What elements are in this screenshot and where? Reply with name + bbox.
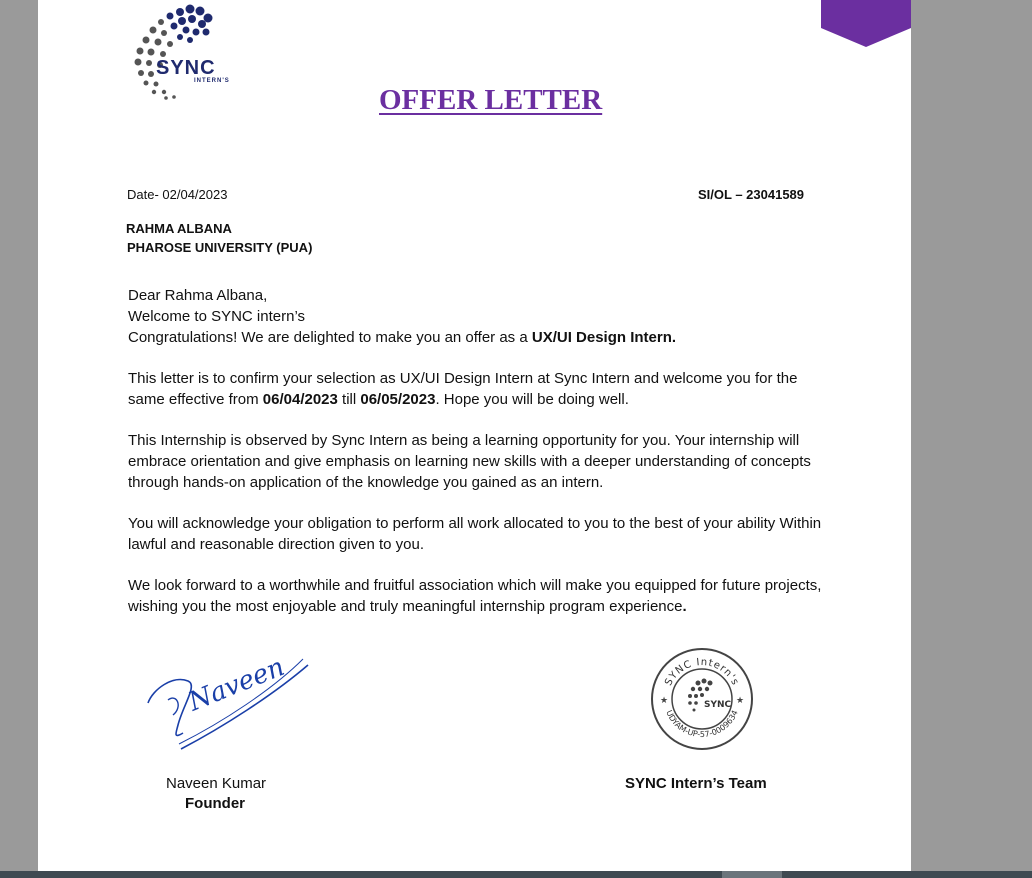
sync-logo-icon [118, 2, 244, 102]
logo-subtitle: INTERN'S [194, 78, 230, 84]
letter-body [128, 285, 828, 637]
bottom-scrollbar[interactable] [0, 871, 1032, 878]
end-date: 06/05/2023 [360, 391, 436, 408]
congrats-line: Congratulations! We are delighted to make you an offer as a [128, 329, 532, 346]
paragraph-obligation: You will acknowledge your obligation to perform all work allocated to you to the best of your ability Within lawful and reasonable direction given to you. [128, 515, 822, 553]
svg-text:★: ★ [660, 695, 669, 705]
salutation: Dear Rahma Albana, [128, 287, 268, 304]
company-stamp-icon [648, 645, 756, 753]
start-date: 06/04/2023 [262, 391, 338, 408]
letter-title: OFFER LETTER [379, 84, 603, 116]
welcome-line: Welcome to SYNC intern’s [128, 308, 306, 325]
letter-date: Date- 02/04/2023 [127, 187, 228, 202]
recipient-name: RAHMA ALBANA [126, 221, 232, 236]
team-name: SYNC Intern’s Team [625, 775, 767, 792]
signer-name: Naveen Kumar [166, 775, 267, 792]
offer-letter-page [38, 0, 911, 871]
role-title: UX/UI Design Intern. [531, 329, 677, 346]
founder-signature [143, 645, 313, 755]
reference-number: SI/OL – 23041589 [698, 187, 805, 202]
paragraph-internship: This Internship is observed by Sync Intern as being a learning opportunity for you. Your internship will embrace orientation and give emphasis on learning new skills with a deeper understanding of concepts through hands-on application of the knowledge you gained as an intern. [128, 432, 811, 491]
svg-text:UDYAM-UP-57-0009634: UDYAM-UP-57-0009634 [664, 708, 740, 740]
scrollbar-thumb[interactable] [722, 871, 782, 878]
signer-title: Founder [185, 795, 245, 812]
logo-wordmark: SYNC [156, 57, 216, 79]
svg-text:SYNC Intern's: SYNC Intern's [663, 656, 741, 688]
svg-text:SYNC: SYNC [704, 700, 732, 710]
recipient-block [126, 219, 312, 257]
svg-text:★: ★ [736, 695, 745, 705]
svg-text:Naveen: Naveen [184, 652, 289, 718]
corner-ribbon [821, 0, 911, 48]
paragraph-closing: We look forward to a worthwhile and fruitful association which will make you equipped for future projects, wishing you the most enjoyable and truly meaningful internship program experience. [128, 577, 822, 615]
paragraph-confirmation: This letter is to confirm your selection as UX/UI Design Intern at Sync Intern and welcome you for the same effective from 06/04/2023 till 06/05/2023. Hope you will be doing well. [128, 370, 798, 408]
recipient-university: PHAROSE UNIVERSITY (PUA) [127, 240, 313, 255]
